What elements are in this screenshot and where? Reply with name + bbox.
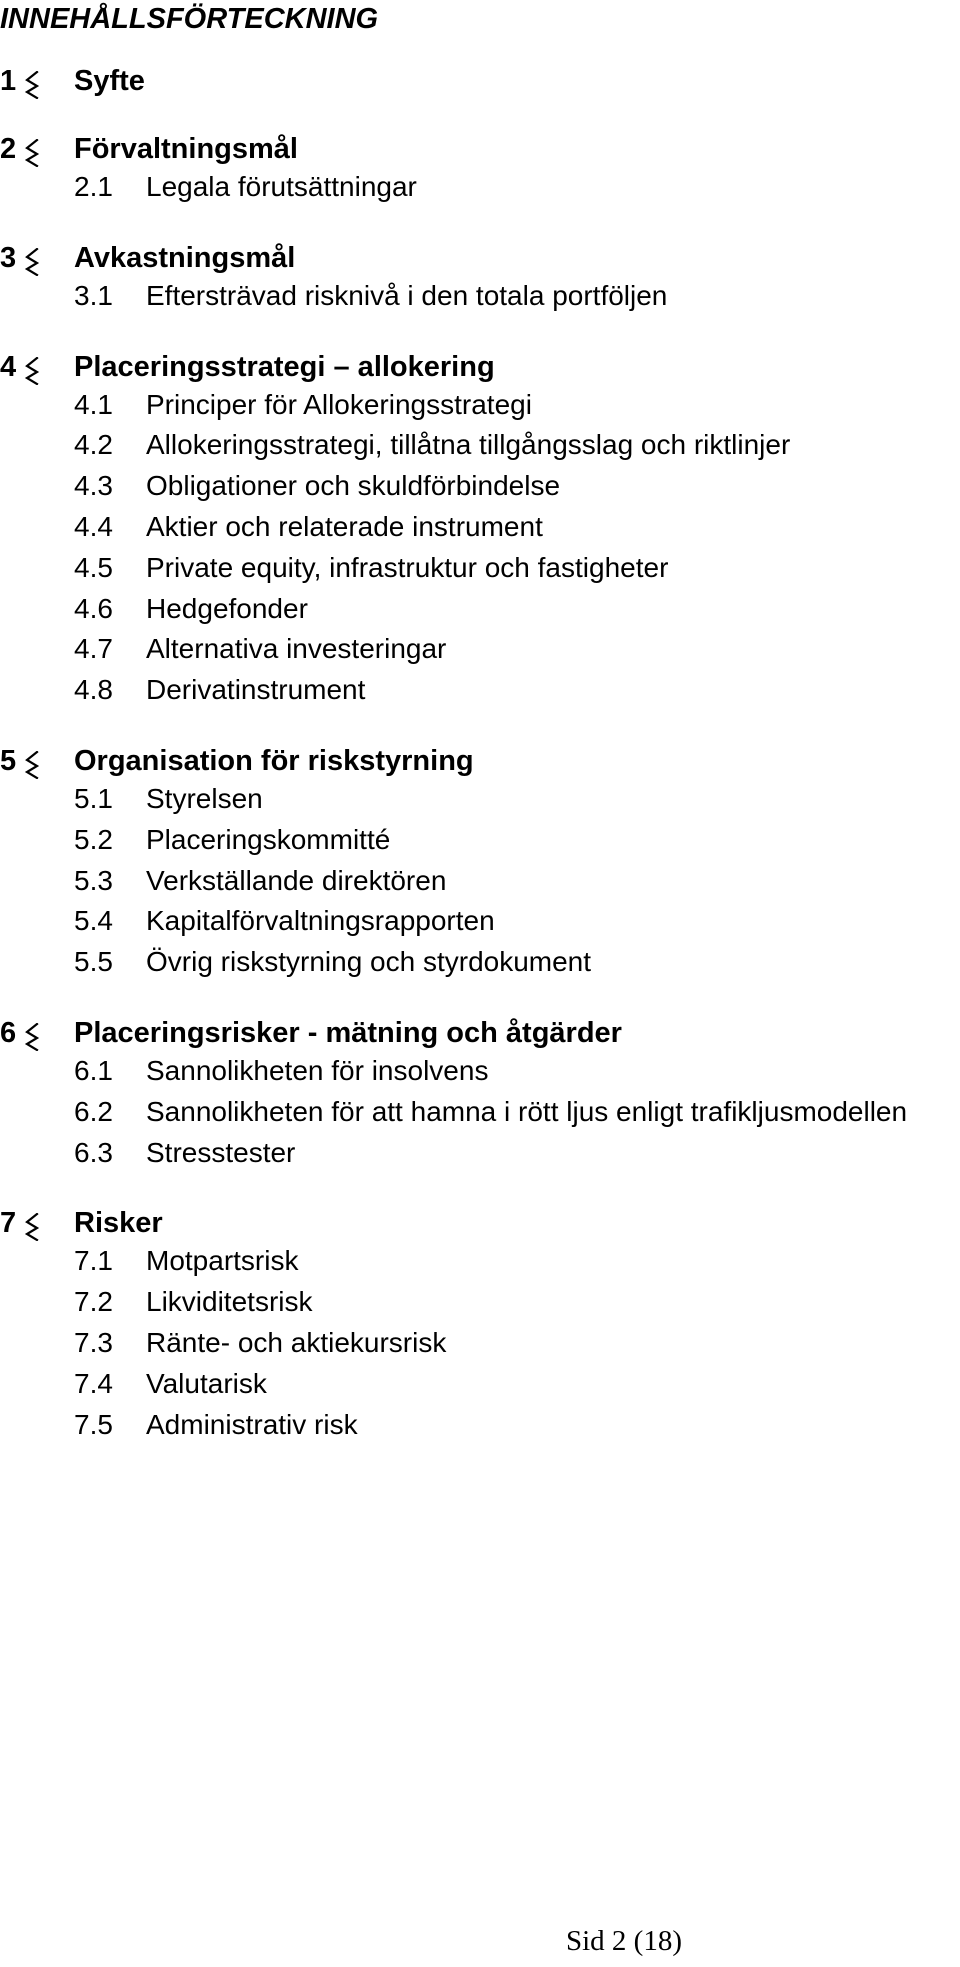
toc-title: INNEHÅLLSFÖRTECKNING xyxy=(0,3,379,35)
subsection-title: Likviditetsrisk xyxy=(146,1286,313,1318)
subsection-number: 2.1 xyxy=(74,171,113,202)
section-mark-icon xyxy=(24,357,40,385)
section-title: Placeringsrisker - mätning och åtgärder xyxy=(74,1017,622,1049)
section-number: 6 xyxy=(0,1017,17,1049)
subsection-number: 7.1 xyxy=(74,1245,113,1277)
subsection-number: 4.7 xyxy=(74,633,113,665)
section-mark-icon xyxy=(24,1213,40,1241)
subsection-number: 5.3 xyxy=(74,864,113,896)
subsection-title: Valutarisk xyxy=(146,1367,267,1399)
section-mark-icon xyxy=(24,1023,40,1051)
subsection-title: Derivatinstrument xyxy=(146,674,366,706)
subsection-number: 7.2 xyxy=(74,1286,113,1318)
section-title: Avkastningsmål xyxy=(74,241,296,274)
subsection-number: 5.4 xyxy=(74,905,113,937)
section-number: 3 xyxy=(0,241,17,274)
subsection-number: 4.8 xyxy=(74,674,113,706)
subsection-title: Administrativ risk xyxy=(146,1408,358,1440)
subsection-title: Sannolikheten för insolvens xyxy=(146,1055,489,1086)
subsection-number: 6.1 xyxy=(74,1055,113,1086)
subsection-title: Aktier och relaterade instrument xyxy=(146,511,543,542)
subsection-number: 4.6 xyxy=(74,592,113,624)
section-number: 5 xyxy=(0,745,17,777)
subsection-title: Ränte- och aktiekursrisk xyxy=(146,1327,447,1358)
subsection-number: 3.1 xyxy=(74,279,113,311)
subsection-number: 6.2 xyxy=(74,1095,113,1127)
subsection-title: Motpartsrisk xyxy=(146,1245,299,1277)
subsection-number: 5.1 xyxy=(74,783,113,814)
subsection-number: 4.1 xyxy=(74,388,113,420)
subsection-title: Hedgefonder xyxy=(146,592,308,624)
subsection-title: Styrelsen xyxy=(146,783,263,814)
section-title: Placeringsstrategi – allokering xyxy=(74,350,495,383)
section-mark-icon xyxy=(24,248,40,276)
section-number: 2 xyxy=(0,133,17,165)
section-number: 4 xyxy=(0,350,17,383)
subsection-title: Placeringskommitté xyxy=(146,823,391,855)
subsection-title: Principer för Allokeringsstrategi xyxy=(146,388,532,420)
section-title: Organisation för riskstyrning xyxy=(74,745,474,777)
subsection-title: Alternativa investeringar xyxy=(146,633,447,665)
subsection-title: Kapitalförvaltningsrapporten xyxy=(146,905,495,937)
section-number: 7 xyxy=(0,1207,17,1240)
subsection-number: 5.5 xyxy=(74,946,113,978)
subsection-title: Obligationer och skuldförbindelse xyxy=(146,470,561,502)
subsection-title: Legala förutsättningar xyxy=(146,171,417,202)
subsection-title: Eftersträvad risknivå i den totala portföljen xyxy=(146,279,668,311)
subsection-title: Stresstester xyxy=(146,1136,296,1168)
subsection-number: 4.4 xyxy=(74,511,113,542)
subsection-title: Sannolikheten för att hamna i rött ljus enligt trafikljusmodellen xyxy=(146,1095,908,1127)
subsection-title: Övrig riskstyrning och styrdokument xyxy=(146,946,592,978)
subsection-number: 7.5 xyxy=(74,1408,113,1440)
subsection-number: 7.3 xyxy=(74,1327,113,1358)
section-mark-icon xyxy=(24,71,40,99)
subsection-title: Verkställande direktören xyxy=(146,864,447,896)
section-title: Syfte xyxy=(74,65,145,97)
page-number: Sid 2 (18) xyxy=(566,1925,682,1957)
subsection-number: 4.5 xyxy=(74,551,113,583)
section-title: Förvaltningsmål xyxy=(74,133,298,165)
section-title: Risker xyxy=(74,1207,163,1240)
subsection-number: 4.2 xyxy=(74,429,113,461)
subsection-number: 5.2 xyxy=(74,823,113,855)
subsection-title: Private equity, infrastruktur och fastigheter xyxy=(146,551,669,583)
subsection-number: 4.3 xyxy=(74,470,113,502)
subsection-title: Allokeringsstrategi, tillåtna tillgångsslag och riktlinjer xyxy=(146,429,791,461)
subsection-number: 6.3 xyxy=(74,1136,113,1168)
section-number: 1 xyxy=(0,65,17,97)
section-mark-icon xyxy=(24,139,40,167)
subsection-number: 7.4 xyxy=(74,1367,113,1399)
section-mark-icon xyxy=(24,751,40,779)
